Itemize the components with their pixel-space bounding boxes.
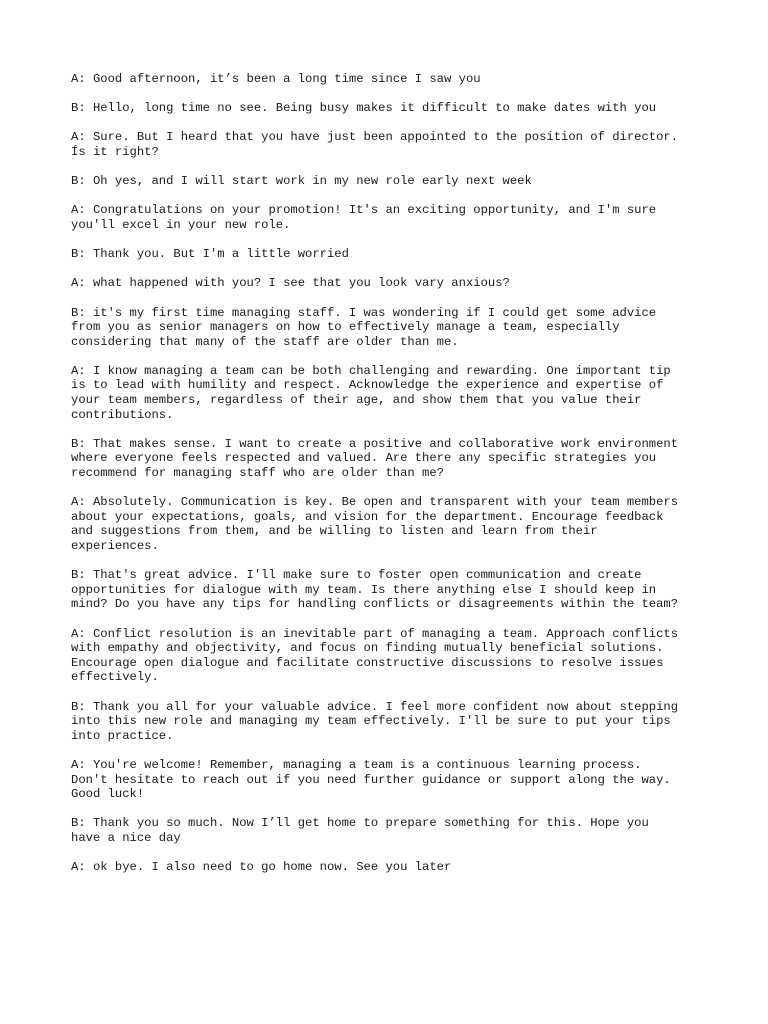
dialogue-line: opportunities for dialogue with my team. Is there anything else I should keep in <box>71 582 657 597</box>
dialogue-line: B: Oh yes, and I will start work in my new role early next week <box>71 174 532 189</box>
dialogue-line: B: Hello, long time no see. Being busy makes it difficult to make dates with you <box>71 101 657 116</box>
dialogue-line: A: ok bye. I also need to go home now. See you later <box>71 860 452 875</box>
dialogue-line: B: Thank you all for your valuable advice. I feel more confident now about stepping <box>71 699 679 714</box>
dialogue-line: B: Thank you. But I'm a little worried <box>71 247 349 262</box>
dialogue-line: A: Absolutely. Communication is key. Be open and transparent with your team members <box>71 495 679 510</box>
dialogue-paragraph <box>71 130 711 159</box>
dialogue-line: A: I know managing a team can be both challenging and rewarding. One important tip <box>71 363 671 378</box>
dialogue-paragraph <box>71 101 711 116</box>
dialogue-line: from you as senior managers on how to effectively manage a team, especially <box>71 320 620 335</box>
dialogue-line: considering that many of the staff are older than me. <box>71 334 459 349</box>
dialogue-line: recommend for managing staff who are older than me? <box>71 466 444 481</box>
dialogue-line: with empathy and objectivity, and focus on finding mutually beneficial solutions. <box>71 641 664 656</box>
dialogue-paragraph <box>71 495 711 553</box>
dialogue-paragraph <box>71 174 711 189</box>
dialogue-line: B: That's great advice. I'll make sure to foster open communication and create <box>71 568 642 583</box>
dialogue-paragraph <box>71 203 711 232</box>
dialogue-paragraph <box>71 627 711 685</box>
dialogue-line: about your expectations, goals, and vision for the department. Encourage feedback <box>71 509 664 524</box>
dialogue-line: A: Good afternoon, it’s been a long time since I saw you <box>71 72 481 86</box>
dialogue-line: you'll excel in your new role. <box>71 217 291 232</box>
dialogue-line: experiences. <box>71 539 159 553</box>
dialogue-paragraph <box>71 306 711 350</box>
dialogue-line: where everyone feels respected and valued. Are there any specific strategies you <box>71 451 657 466</box>
dialogue-paragraph <box>71 758 711 802</box>
dialogue-line: into practice. <box>71 728 174 743</box>
dialogue-line: A: what happened with you? I see that you look vary anxious? <box>71 276 510 291</box>
dialogue-line: mind? Do you have any tips for handling conflicts or disagreements within the team? <box>71 597 679 612</box>
dialogue-line: B: That makes sense. I want to create a positive and collaborative work environment <box>71 436 679 451</box>
dialogue-paragraph <box>71 247 711 262</box>
dialogue-line: contributions. <box>71 407 174 422</box>
dialogue-line: B: Thank you so much. Now I’ll get home to prepare something for this. Hope you <box>71 816 649 831</box>
document-page <box>71 72 711 889</box>
dialogue-line: and suggestions from them, and be willing to listen and learn from their <box>71 524 598 539</box>
dialogue-line: have a nice day <box>71 830 181 845</box>
dialogue-line: your team members, regardless of their age, and show them that you value their <box>71 393 642 408</box>
dialogue-line: A: You're welcome! Remember, managing a team is a continuous learning process. <box>71 757 642 772</box>
dialogue-line: effectively. <box>71 670 159 685</box>
dialogue-paragraph <box>71 437 711 481</box>
dialogue-paragraph <box>71 700 711 744</box>
dialogue-line: Don't hesitate to reach out if you need further guidance or support along the way. <box>71 772 671 787</box>
dialogue-paragraph <box>71 860 711 875</box>
dialogue-paragraph <box>71 568 711 612</box>
dialogue-line: A: Congratulations on your promotion! It's an exciting opportunity, and I'm sure <box>71 203 657 218</box>
dialogue-paragraph <box>71 276 711 291</box>
dialogue-line: is to lead with humility and respect. Acknowledge the experience and expertise of <box>71 378 664 393</box>
dialogue-paragraph <box>71 816 711 845</box>
dialogue-line: B: it's my first time managing staff. I was wondering if I could get some advice <box>71 305 657 320</box>
dialogue-line: Good luck! <box>71 787 145 802</box>
dialogue-line: Ís it right? <box>71 144 159 159</box>
dialogue-paragraph <box>71 72 711 87</box>
dialogue-line: into this new role and managing my team effectively. I'll be sure to put your tips <box>71 714 671 729</box>
dialogue-paragraph <box>71 364 711 422</box>
dialogue-line: Encourage open dialogue and facilitate constructive discussions to resolve issues <box>71 655 664 670</box>
dialogue-line: A: Sure. But I heard that you have just been appointed to the position of director. <box>71 130 679 145</box>
dialogue-line: A: Conflict resolution is an inevitable part of managing a team. Approach conflicts <box>71 626 679 641</box>
